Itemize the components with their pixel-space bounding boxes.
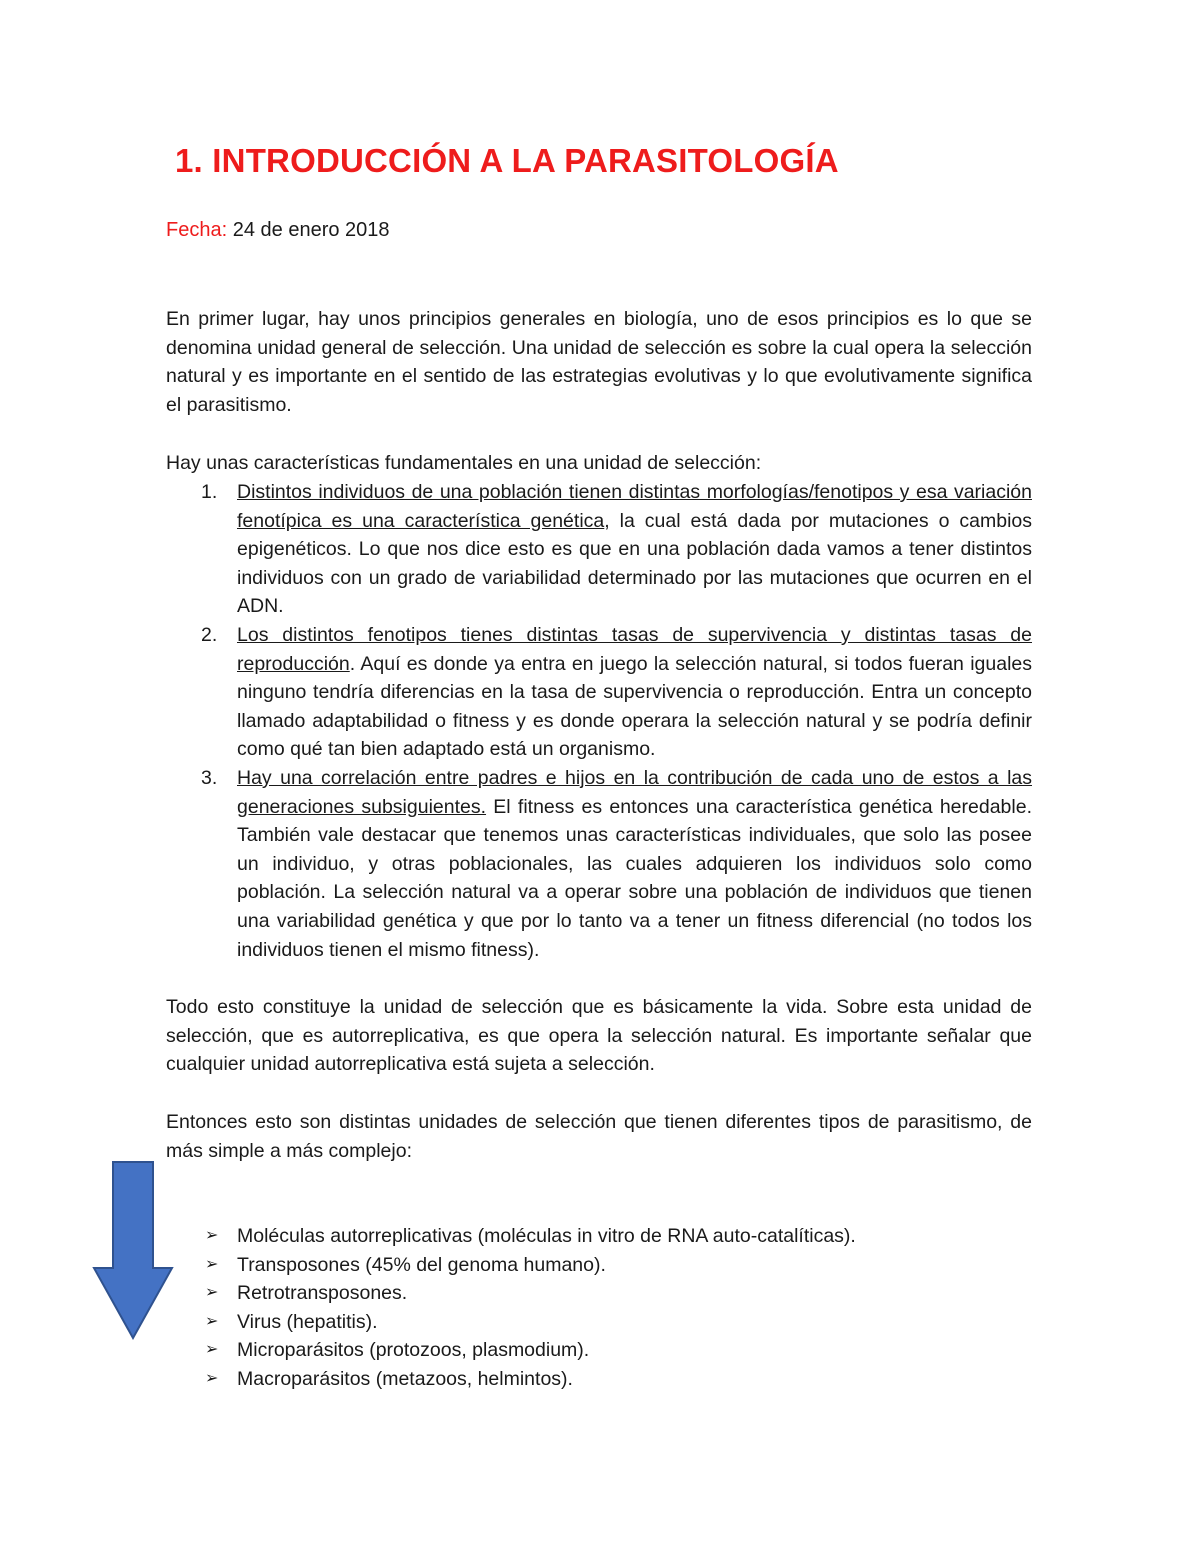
item-number: 3.: [201, 766, 218, 789]
unit-item: [166, 1308, 1032, 1337]
arrowhead-bullet-icon: ➢: [205, 1369, 219, 1387]
unit-item: [166, 1279, 1032, 1308]
characteristic-item: [166, 478, 1032, 621]
date-value: 24 de enero 2018: [227, 219, 390, 241]
down-arrow-shape: [94, 1162, 172, 1338]
unit-text: Retrotransposones.: [237, 1282, 408, 1305]
unit-item: [166, 1251, 1032, 1280]
selection-units-list: [166, 1222, 1032, 1394]
arrowhead-bullet-icon: ➢: [205, 1341, 219, 1359]
unit-item: [166, 1365, 1032, 1394]
characteristics-intro: Hay unas características fundamentales en una unidad de selección:: [166, 452, 762, 474]
item-underlined-text: Los distintos fenotipos tienes distintas tasas de supervivencia y distintas tasas de reproducción: [237, 623, 1032, 675]
item-text: El fitness es entonces una característica genética heredable. También vale destacar que tenemos unas características individuales, que solo las posee un individuo, y otras poblacionales, las cuales adquieren los individuos solo como población. La selección natural va a operar sobre una población de individuos que tienen una variabilidad genética y que por lo tanto va a tener un fitness diferencial (no todos los individuos tienen el mismo fitness).: [237, 795, 1032, 961]
summary-paragraph: Todo esto constituye la unidad de selección que es básicamente la vida. Sobre esta unidad de selección, que es autorreplicativa, es que opera la selección natural. Es importante señalar que cualquier unidad autorreplicativa está sujeta a selección.: [166, 996, 1032, 1076]
arrowhead-bullet-icon: ➢: [205, 1312, 219, 1330]
unit-text: Moléculas autorreplicativas (moléculas in vitro de RNA auto-catalíticas).: [237, 1225, 856, 1247]
arrowhead-bullet-icon: ➢: [205, 1284, 219, 1302]
unit-text: Microparásitos (protozoos, plasmodium).: [237, 1339, 590, 1362]
document-title: 1. INTRODUCCIÓN A LA PARASITOLOGÍA: [175, 142, 839, 179]
unit-item: [166, 1336, 1032, 1365]
units-intro-paragraph: Entonces esto son distintas unidades de selección que tienen diferentes tipos de parasitismo, de más simple a más complejo:: [166, 1111, 1032, 1162]
date-line: [166, 219, 390, 242]
item-underlined-text: Distintos individuos de una población tienen distintas morfologías/fenotipos y esa variación fenotípica es una característica genética: [237, 481, 1032, 532]
characteristic-item: [166, 764, 1032, 964]
characteristics-list: [166, 478, 1032, 964]
characteristic-item: [166, 621, 1032, 764]
item-text: , la cual está dada por mutaciones o cambios epigenéticos. Lo que nos dice esto es que en una población dada vamos a tener distintos individuos con un grado de variabilidad determinado por las mutaciones que ocurren en el ADN.: [237, 509, 1032, 618]
item-text: . Aquí es donde ya entra en juego la selección natural, si todos fueran iguales ninguno tendría diferencias en la tasa de supervivencia o reproducción. Entra un concepto llamado adaptabilidad o fitness y es donde operara la selección natural y se podría definir como qué tan bien adaptado está un organismo.: [237, 652, 1032, 761]
intro-paragraph: En primer lugar, hay unos principios generales en biología, uno de esos principios es lo que se denomina unidad general de selección. Una unidad de selección es sobre la cual opera la selección natural y es importante en el sentido de las estrategias evolutivas y lo que evolutivamente significa el parasitismo.: [166, 308, 1032, 416]
item-number: 2.: [201, 623, 218, 646]
date-label: Fecha:: [166, 219, 228, 241]
unit-text: Transposones (45% del genoma humano).: [237, 1253, 606, 1276]
item-number: 1.: [201, 481, 218, 503]
down-arrow-icon: [92, 1160, 174, 1340]
unit-text: Virus (hepatitis).: [237, 1310, 378, 1333]
unit-item: [166, 1222, 1032, 1251]
unit-text: Macroparásitos (metazoos, helmintos).: [237, 1367, 573, 1390]
item-underlined-text: Hay una correlación entre padres e hijos en la contribución de cada uno de estos a las generaciones subsiguientes.: [237, 766, 1032, 818]
arrowhead-bullet-icon: ➢: [205, 1227, 219, 1244]
arrowhead-bullet-icon: ➢: [205, 1255, 219, 1273]
